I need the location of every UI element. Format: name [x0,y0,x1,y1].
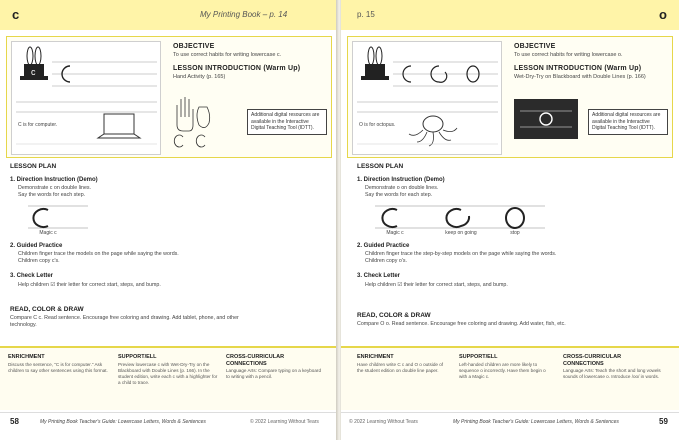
left-header-runner: My Printing Book – p. 14 [200,10,288,19]
left-lesson-plan-title: LESSON PLAN [10,163,57,170]
right-page [341,0,679,440]
right-cross-title: CROSS-CURRICULAR CONNECTIONS [563,354,622,367]
right-header-bar [341,0,679,30]
right-step3-line1: Help children ☑ their letter for correct start, steps, and bump. [365,282,508,288]
right-support-text: Left-handed children are more likely to sequence o incorrectly. Have them begin o with a Magic c. [459,362,546,379]
hand-activity-icon [173,95,213,145]
right-student-page-thumbnail [352,41,502,155]
svg-text:c: c [31,67,36,77]
right-step1-title: 1. Direction Instruction (Demo) [357,177,445,183]
right-intro-text: Wet-Dry-Try on Blackboard with Double Lines (p. 166) [514,74,646,80]
left-rcd-line2: technology. [10,322,37,328]
left-enrichment-title: ENRICHMENT [8,354,45,360]
right-thumbnail-sentence: O is for octopus. [359,122,396,128]
right-step1-line2: Say the words for each step. [365,192,433,198]
left-student-page-thumbnail [11,41,161,155]
left-footer-copyright: © 2022 Learning Without Tears [250,419,319,425]
left-intro-title: LESSON INTRODUCTION (Warm Up) [173,65,301,72]
left-enrichment-text: Discuss the sentence, "C is for computer." Ask children to say other sentences using this format. [8,362,108,373]
right-model-label-3: stop [510,230,520,236]
right-footer-copyright: © 2022 Learning Without Tears [349,419,418,425]
left-cross-title: CROSS-CURRICULAR CONNECTIONS [226,354,285,367]
right-objective-text: To use correct habits for writing lowercase o. [514,52,623,58]
right-step2-title: 2. Guided Practice [357,243,410,249]
left-objective-text: To use correct habits for writing lowercase c. [173,52,282,58]
right-model-label-1: Magic c [386,230,404,236]
left-support-title: SUPPORT/ELL [118,354,157,360]
left-step3-title: 3. Check Letter [10,273,54,279]
right-lesson-plan-title: LESSON PLAN [357,163,404,170]
left-page [0,0,338,440]
left-step1-title: 1. Direction Instruction (Demo) [10,177,98,183]
right-enrichment-text: Have children write C c and O o outside of the student edition on double line paper. [357,362,444,373]
right-enrichment-title: ENRICHMENT [357,354,394,360]
right-thumbnail-art [353,42,503,156]
left-rcd-title: READ, COLOR & DRAW [10,306,84,313]
left-bottom-columns [0,346,338,410]
left-support-text: Preview lowercase c with Wet-Dry-Try on the Blackboard with Double Lines (p. 166). In the student edition, write each c with a highlighter for a child to trace. [118,362,218,385]
left-digital-resources-callout: Additional digital resources are available in the Interactive Digital Teaching Tool (IDTT). [247,109,327,135]
left-footer-title: My Printing Book Teacher's Guide: Lowercase Letters, Words & Sentences [40,419,206,425]
right-model-label-2: keep on going [445,230,477,236]
left-cross-text: Language Arts: Compare typing on a keyboard to writing with a pencil. [226,368,321,379]
right-support-title: SUPPORT/ELL [459,354,498,360]
left-model-label: Magic c [39,230,57,236]
right-step1-line1: Demonstrate o on double lines. [365,185,439,191]
left-objective-title: OBJECTIVE [173,43,215,50]
right-step2-line1: Children finger trace the step-by-step models on the page while saying the words. [365,251,557,257]
right-footer [341,412,679,430]
blackboard-icon [514,99,578,139]
right-page-number: 59 [659,417,668,426]
left-step2-title: 2. Guided Practice [10,243,63,249]
right-intro-panel [347,36,673,158]
left-header-letter: c [12,7,20,22]
right-header-page: p. 15 [357,10,375,19]
right-cross-text: Language Arts: Teach the short and long vowels sounds of lowercase o. Introduce /oo/ in words. [563,368,661,379]
right-objective-title: OBJECTIVE [514,43,556,50]
right-header-letter: o [659,7,667,22]
right-step3-title: 3. Check Letter [357,273,401,279]
left-intro-text: Hand Activity (p. 165) [173,74,226,80]
left-footer [0,412,338,430]
left-step1-line1: Demonstrate c on double lines. [18,185,92,191]
right-step2-line2: Children copy o's. [365,258,407,264]
left-step2-line2: Children copy c's. [18,258,60,264]
right-footer-title: My Printing Book Teacher's Guide: Lowercase Letters, Words & Sentences [453,419,619,425]
left-rcd-line1: Compare C c. Read sentence. Encourage free coloring and drawing. Add tablet, phone, and other [10,315,239,321]
right-bottom-columns [341,346,679,410]
right-rcd-title: READ, COLOR & DRAW [357,312,431,319]
left-header-bar [0,0,338,30]
left-thumbnail-art [12,42,162,156]
left-page-number: 58 [10,417,19,426]
left-step2-line1: Children finger trace the models on the page while saying the words. [18,251,179,257]
left-step3-line1: Help children ☑ their letter for correct start, steps, and bump. [18,282,161,288]
right-rcd-line1: Compare O o. Read sentence. Encourage free coloring and drawing. Add water, fish, etc. [357,321,566,327]
left-thumbnail-sentence: C is for computer. [18,122,58,128]
right-digital-resources-callout: Additional digital resources are available in the Interactive Digital Teaching Tool (IDTT). [588,109,668,135]
right-intro-title: LESSON INTRODUCTION (Warm Up) [514,65,642,72]
left-step1-line2: Say the words for each step. [18,192,86,198]
left-intro-panel [6,36,332,158]
